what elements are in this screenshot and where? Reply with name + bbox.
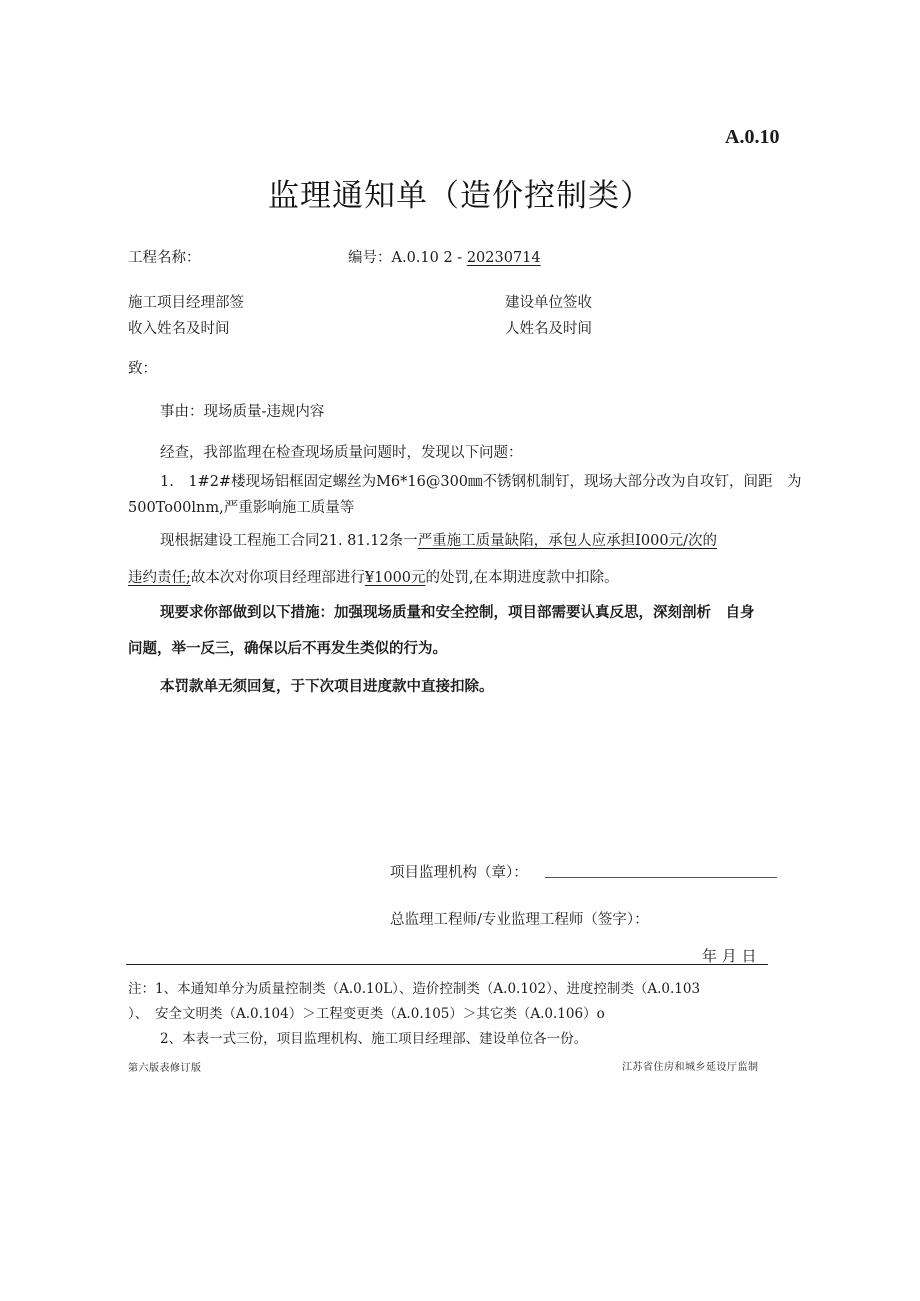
contractor-sign-line1: 施工项目经理部签 [128, 295, 244, 311]
footer-edition: 第六版表修订版 [128, 1063, 202, 1074]
contract-clause-underlined: 严重施工质量缺陷，承包人应承担I000元/次的 [417, 533, 717, 549]
to-label: 致： [128, 361, 157, 377]
project-name-label: 工程名称： [128, 250, 201, 266]
owner-sign-line2: 人姓名及时间 [505, 321, 592, 337]
note-1-line1: 注：1、本通知单分为质量控制类（A.0.10L）、造价控制类（A.0.102）、进度控制类（A.0.103 [128, 981, 701, 997]
issue-item-1-line1: 1. 1#2#楼现场铝框固定螺丝为M6*16@300㎜不锈钢机制钉，现场大部分改为自攻钉，间距 为 [160, 474, 802, 490]
date-label: 年 月 日 [702, 947, 757, 965]
inspection-intro: 经查，我部监理在检查现场质量问题时，发现以下问题： [160, 445, 523, 461]
serial-label: 编号： [348, 250, 392, 266]
owner-sign-line1: 建设单位签收 [505, 295, 592, 311]
subject: 事由：现场质量-违规内容 [160, 404, 325, 420]
contract-clause [160, 529, 717, 550]
measures-line1: 现要求你部做到以下措施：加强现场质量和安全控制，项目部需要认真反思，深刻剖析 自身 [160, 605, 755, 621]
serial-number: 20230714 [466, 250, 541, 266]
note-2: 2、本表一式三份，项目监理机构、施工项目经理部、建设单位各一份。 [160, 1031, 588, 1047]
liability-post: 的处罚,在本期进度款中扣除。 [425, 570, 619, 586]
closing-statement: 本罚款单无须回复，于下次项目进度款中直接扣除。 [160, 679, 494, 695]
document-title: 监理通知单（造价控制类） [268, 178, 652, 214]
seal-line [545, 877, 777, 878]
liability-line [128, 566, 619, 587]
chief-engineer-label: 总监理工程师/专业监理工程师（签字）： [390, 912, 649, 928]
liability-underlined: 违约责任; [128, 570, 191, 586]
measures-line2: 问题，举一反三，确保以后不再发生类似的行为。 [128, 641, 447, 657]
form-code: A.0.10 [725, 126, 780, 148]
supervision-org-label: 项目监理机构（章）： [390, 865, 528, 881]
note-1-line2: ）、 安全文明类（A.0.104）＞工程变更类（A.0.105）＞其它类（A.0.106）o [128, 1006, 605, 1022]
contractor-sign-line2: 收入姓名及时间 [128, 321, 230, 337]
issue-item-1-line2: 500To00lnm,严重影响施工质量等 [128, 500, 355, 516]
penalty-amount: ¥1000元 [364, 570, 426, 586]
contract-clause-pre: 现根据建设工程施工合同21. 81.12条一 [160, 533, 418, 549]
liability-mid: 故本次对你项目经理部进行 [190, 570, 365, 586]
footer-issuer: 江苏省住房和城乡延设厅监制 [622, 1062, 759, 1073]
serial-prefix: A.0.10 2 - [391, 250, 467, 266]
divider [126, 964, 768, 965]
serial-number-field [348, 246, 541, 267]
